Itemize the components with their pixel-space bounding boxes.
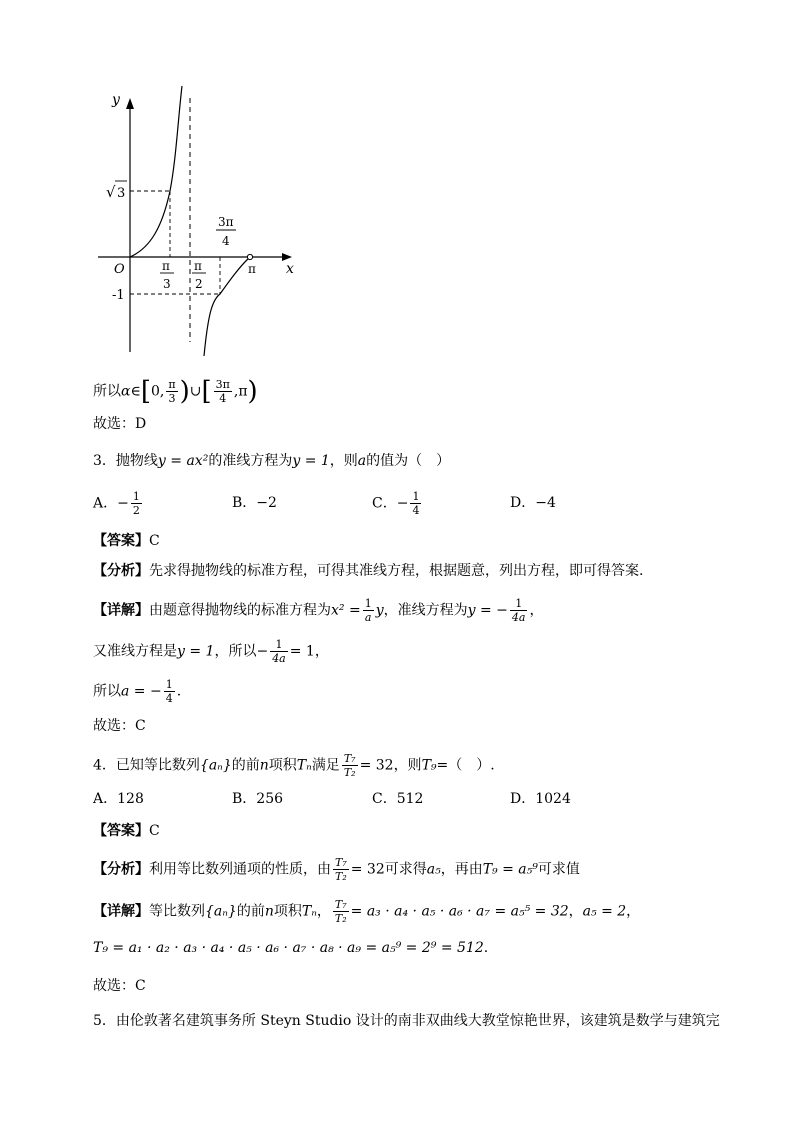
q2-frac-3pi4: $\frac{3\pi}{4}$ [215,378,230,405]
open-point-pi [247,254,252,259]
q2-choose: 故选：D [93,416,147,432]
q5-stem: 5．由伦敦著名建筑事务所 Steyn Studio 设计的南非双曲线大教堂惊艳世界，该建筑是数学与建筑完 [93,1013,720,1029]
q3-answer: 【答案】C [93,533,160,549]
y-axis-label: y [112,92,120,108]
pi2-den: 2 [195,277,203,291]
q2-conclusion-prefix: 所以 [93,383,121,400]
q4-option-c: C．512 [372,791,424,807]
x-axis-arrow [282,253,292,261]
q3-option-b: B．−2 [232,495,277,511]
q2-alpha: α [121,383,131,400]
q4-detail: 【详解】等比数列{aₙ}的前n项积Tₙ， $\frac{\text{T₇}}{\text{T₂}}$ = a₃ · a₄ · a₅ · a₆ · a₇ = a₅⁵ = 32，a₅ = 2， [93,898,641,925]
q3-detail-line3: 所以a = − $\frac{1}{4}$ . [93,678,182,705]
sqrt3-label: 3 [117,186,126,201]
q2-interval1-start: 0, [151,383,165,400]
q4-stem: 4．已知等比数列{aₙ}的前n项积Tₙ满足 $\frac{\text{T₇}}{\text{T₂}}$ = 32，则T₉=（ ）. [93,752,495,779]
q3-parabola-eq: y = ax² [157,453,209,469]
q4-option-d: D．1024 [510,791,571,807]
sqrt-sign: √ [106,183,116,201]
q3-option-c: C．− $\frac{1}{4}$ [372,490,420,517]
q2-frac-pi3: $\frac{\pi}{3}$ [168,378,176,405]
q4-analysis: 【分析】利用等比数列通项的性质，由 $\frac{\text{T₇}}{\text{T₂}}$ = 32可求得a₅，再由T₉ = a₅⁹可求值 [93,856,580,883]
q4-answer: 【答案】C [93,823,160,839]
y-axis-arrow [126,98,134,109]
pi34-den: 4 [222,234,230,248]
q3-detail-line2: 又准线方程是y = 1，所以− $\frac{1}{4a}$ = 1， [93,638,329,665]
q2-union: ∪ [189,383,202,400]
q2-interval2-end: ,π [233,383,248,400]
q3-analysis: 【分析】先求得抛物线的标准方程，可得其准线方程，根据题意，列出方程，即可得答案. [93,563,644,579]
pi-label: π [248,262,256,276]
pi2-num: π [194,259,202,273]
pi3-num: π [162,259,170,273]
q4-option-b: B．256 [232,791,284,807]
pi34-num: 3π [218,215,234,229]
tangent-graph [90,80,310,365]
x-axis-label: x [286,261,294,277]
q3-option-d: D．−4 [510,495,556,511]
origin-label: O [114,262,125,277]
q3-choose: 故选：C [93,718,146,734]
q3-detail: 【详解】由题意得抛物线的标准方程为x² = $\frac{1}{a}$ y，准线方程为y = − $\frac{1}{4a}$ ， [93,597,544,624]
q2-conclusion: 所以α∈[0, $\frac{\pi}{3}$ )∪[ $\frac{3\pi}{4}$ ,π) [93,376,258,407]
q2-in-symbol: ∈ [130,383,141,400]
q4-choose: 故选：C [93,978,146,994]
neg1-label: -1 [112,288,125,303]
pi3-den: 3 [163,277,171,291]
q4-option-a: A．128 [93,791,144,807]
tan-branch-left [130,86,182,257]
q3-stem: 3．抛物线y = ax²的准线方程为y = 1，则a的值为（ ） [93,453,451,469]
tan-branch-right [204,257,250,356]
q3-option-a: A．− $\frac{1}{2}$ [93,490,140,517]
q3-directrix: y = 1 [292,453,330,469]
q4-detail-line2: T₉ = a₁ · a₂ · a₃ · a₄ · a₅ · a₆ · a₇ · a₈ · a₉ = a₅⁹ = 2⁹ = 512. [93,940,489,956]
